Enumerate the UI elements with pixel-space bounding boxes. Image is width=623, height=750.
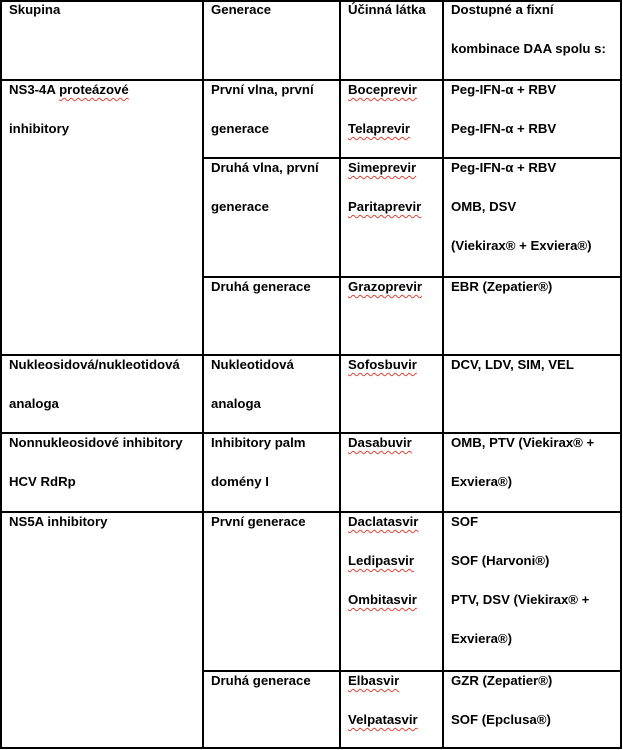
- combination-cell: [451, 267, 552, 306]
- group-cell: [9, 423, 183, 501]
- combination-text: (Viekirax® + Exviera®): [451, 238, 592, 253]
- group-text: analoga: [9, 396, 59, 411]
- group-cell: [9, 502, 107, 541]
- generation-cell: [211, 148, 319, 226]
- substance-text: Grazoprevir: [348, 279, 423, 294]
- header-generation-text: Generace: [211, 2, 272, 17]
- header-combinations-text: Dostupné a fixní: [451, 2, 554, 17]
- substance-text: Elbasvir: [348, 673, 400, 688]
- combination-text: Peg-IFN-α + RBV: [451, 160, 557, 175]
- combination-cell: [451, 345, 574, 384]
- generation-cell: [211, 345, 294, 423]
- generation-cell: [211, 661, 311, 700]
- generation-text: domény I: [211, 474, 269, 489]
- combination-text: DCV, LDV, SIM, VEL: [451, 357, 574, 372]
- header-substance: [348, 0, 426, 29]
- group-text: Nukleosidová/nukleotidová: [9, 357, 180, 372]
- combination-cell: [451, 502, 589, 658]
- header-substance-text: Účinná látka: [348, 2, 426, 17]
- group-cell: [9, 345, 180, 423]
- generation-cell: [211, 423, 306, 501]
- table-border-bottom: [0, 747, 622, 749]
- combination-text: EBR (Zepatier®): [451, 279, 553, 294]
- group-text: NS5A inhibitory: [9, 514, 108, 529]
- substance-text: Sofosbuvir: [348, 357, 417, 372]
- substance-text: Ledipasvir: [348, 553, 414, 568]
- column-divider: [442, 0, 444, 749]
- combination-cell: [451, 70, 556, 148]
- generation-text: Druhá generace: [211, 279, 311, 294]
- group-text: NS3-4A proteázové: [9, 82, 129, 97]
- column-divider: [339, 0, 341, 749]
- generation-text: analoga: [211, 396, 261, 411]
- table-border-right: [620, 0, 622, 749]
- substance-cell: [348, 502, 418, 619]
- substance-cell: [348, 70, 417, 148]
- substance-text: Boceprevir: [348, 82, 417, 97]
- group-cell: [9, 70, 129, 148]
- substance-text: Ombitasvir: [348, 592, 417, 607]
- combination-cell: [451, 661, 552, 739]
- substance-text: Dasabuvir: [348, 435, 412, 450]
- header-generation: [211, 0, 271, 29]
- group-text: inhibitory: [9, 121, 70, 136]
- header-group: [9, 0, 60, 29]
- generation-cell: [211, 70, 314, 148]
- generation-text: Druhá vlna, první: [211, 160, 319, 175]
- combination-text: Exviera®): [451, 474, 513, 489]
- substance-text: Velpatasvir: [348, 712, 418, 727]
- substance-cell: [348, 148, 421, 226]
- substance-text: Daclatasvir: [348, 514, 419, 529]
- substance-text: Paritaprevir: [348, 199, 422, 214]
- generation-text: Inhibitory palm: [211, 435, 306, 450]
- substance-cell: [348, 661, 418, 739]
- combination-text: Exviera®): [451, 631, 513, 646]
- header-combinations: [451, 0, 606, 68]
- column-divider: [202, 0, 204, 749]
- substance-text: Telaprevir: [348, 121, 411, 136]
- generation-text: generace: [211, 199, 269, 214]
- generation-text: generace: [211, 121, 269, 136]
- substance-cell: [348, 423, 412, 462]
- table-border-left: [0, 0, 2, 749]
- generation-text: Druhá generace: [211, 673, 311, 688]
- combination-text: Peg-IFN-α + RBV: [451, 82, 557, 97]
- generation-text: Nukleotidová: [211, 357, 294, 372]
- substance-text: Simeprevir: [348, 160, 417, 175]
- combination-text: Peg-IFN-α + RBV: [451, 121, 557, 136]
- substance-cell: [348, 345, 417, 384]
- group-text: HCV RdRp: [9, 474, 76, 489]
- combination-text: SOF (Epclusa®): [451, 712, 551, 727]
- generation-text: První generace: [211, 514, 306, 529]
- substance-cell: [348, 267, 422, 306]
- generation-cell: [211, 502, 306, 541]
- group-text-word: proteázové: [59, 82, 129, 97]
- combination-cell: [451, 423, 594, 501]
- combination-text: GZR (Zepatier®): [451, 673, 553, 688]
- combination-text: PTV, DSV (Viekirax® +: [451, 592, 590, 607]
- combination-text: OMB, DSV: [451, 199, 517, 214]
- combination-text: SOF: [451, 514, 479, 529]
- generation-text: První vlna, první: [211, 82, 314, 97]
- header-group-text: Skupina: [9, 2, 61, 17]
- group-text: Nonnukleosidové inhibitory: [9, 435, 183, 450]
- header-combinations-text: kombinace DAA spolu s:: [451, 41, 606, 56]
- combination-cell: [451, 148, 592, 265]
- generation-cell: [211, 267, 311, 306]
- combination-text: SOF (Harvoni®): [451, 553, 550, 568]
- combination-text: OMB, PTV (Viekirax® +: [451, 435, 595, 450]
